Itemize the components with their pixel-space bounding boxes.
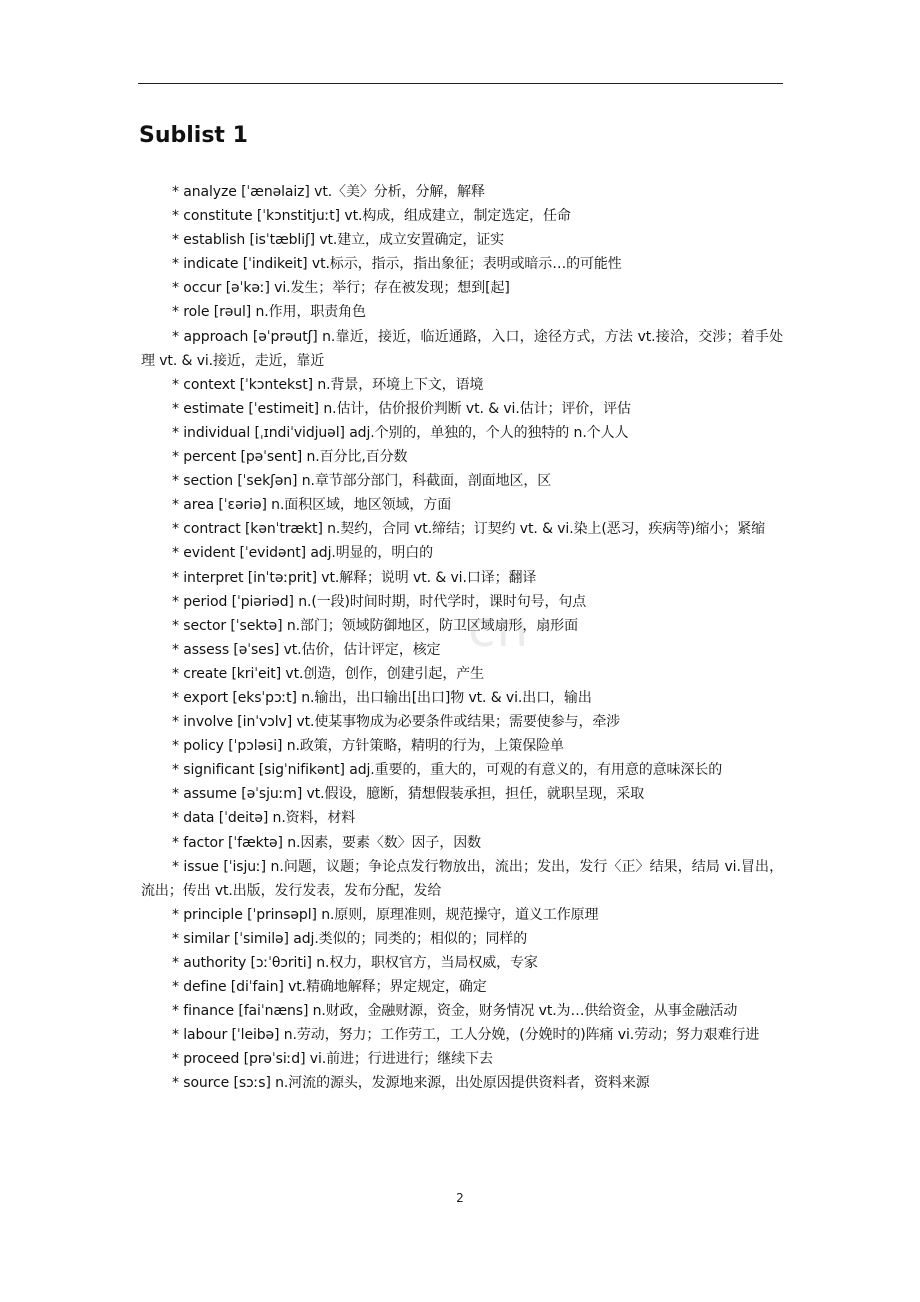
vocabulary-entry: * establish [isˈtæbliʃ] vt.建立，成立安置确定，证实 [172,232,505,249]
vocabulary-entry: * factor [ˈfæktə] n.因素，要素〈数〉因子，因数 [172,834,482,851]
vocabulary-entry: * finance [faiˈnæns] n.财政，金融财源，资金，财务情况 vt.为…供给资金，从事金融活动 [172,1003,738,1020]
vocabulary-entry: * context [ˈkɔntekst] n.背景，环境上下文，语境 [172,376,484,393]
vocabulary-entry: * contract [kənˈtrækt] n.契约，合同 vt.缔结；订契约 vt. & vi.染上(恶习，疾病等)缩小；紧缩 [172,521,765,538]
vocabulary-entry: * proceed [prəˈsiːd] vi.前进；行进进行；继续下去 [172,1051,493,1068]
vocabulary-entry: * issue [ˈisjuː] n.问题，议题；争论点发行物放出，流出；发出，发行〈正〉结果，结局 vi.冒出，流出；传出 vt.出版，发行发表，发布分配，发给 [141,858,783,899]
vocabulary-entry: * occur [əˈkəː] vi.发生；举行；存在被发现；想到[起] [172,280,510,297]
vocabulary-entry: * area [ˈɛəriə] n.面积区域，地区领域，方面 [172,497,452,514]
vocabulary-entry: * define [diˈfain] vt.精确地解释；界定规定，确定 [172,979,487,996]
header-rule [138,83,783,84]
vocabulary-entry: * authority [ɔːˈθɔriti] n.权力，职权官方，当局权威，专家 [172,955,538,971]
vocabulary-entry: * assess [əˈses] vt.估价，估计评定，核定 [172,641,441,658]
vocabulary-entry: * involve [inˈvɔlv] vt.使某事物成为必要条件或结果；需要使参与，牵涉 [172,714,621,731]
vocabulary-entry: * percent [pəˈsent] n.百分比,百分数 [172,449,408,466]
section-title: Sublist 1 [139,123,248,148]
vocabulary-entry: * period [ˈpiəriəd] n.(一段)时间时期，时代学时，课时句号，句点 [172,593,587,610]
vocabulary-entry: * labour [ˈleibə] n.劳动，努力；工作劳工，工人分娩，(分娩时的)阵痛 vi.劳动；努力艰难行进 [172,1027,760,1044]
vocabulary-entry: * principle [ˈprinsəpl] n.原则，原理准则，规范操守，道义工作原理 [172,906,599,923]
vocabulary-entry: * section [ˈsekʃən] n.章节部分部门，科截面，剖面地区，区 [172,473,552,490]
vocabulary-entry: * policy [ˈpɔləsi] n.政策，方针策略，精明的行为，上策保险单 [172,738,564,755]
page-number: 2 [456,1191,464,1205]
vocabulary-entry: * estimate [ˈestimeit] n.估计，估价报价判断 vt. & vi.估计；评价，评估 [172,400,631,417]
vocabulary-entry: * assume [əˈsjuːm] vt.假设，臆断，猜想假装承担，担任，就职呈现，采取 [172,786,645,803]
vocabulary-entry: * individual [ˌɪndiˈvidjuəl] adj.个别的，单独的，个人的独特的 n.个人人 [172,424,629,441]
vocabulary-entry: * significant [sigˈnifikənt] adj.重要的，重大的，可观的有意义的，有用意的意味深长的 [172,762,723,779]
vocabulary-list [141,180,783,1096]
vocabulary-entry: * similar [ˈsimilə] adj.类似的；同类的；相似的；同样的 [172,930,528,947]
vocabulary-entry: * sector [ˈsektə] n.部门；领域防御地区，防卫区域扇形，扇形面 [172,617,578,634]
vocabulary-entry: * export [eksˈpɔːt] n.输出，出口输出[出口]物 vt. & vi.出口，输出 [172,689,592,706]
vocabulary-entry: * indicate [ˈindikeit] vt.标示，指示，指出象征；表明或暗示…的可能性 [172,256,622,273]
vocabulary-entry: * data [ˈdeitə] n.资料，材料 [172,810,356,827]
vocabulary-entry: * constitute [ˈkɔnstitjuːt] vt.构成，组成建立，制定选定，任命 [172,208,571,225]
vocabulary-entry: * role [rəul] n.作用，职责角色 [172,304,366,321]
vocabulary-entry: * approach [əˈprəutʃ] n.靠近，接近，临近通路，入口，途径方式，方法 vt.接洽，交涉；着手处理 vt. & vi.接近，走近，靠近 [141,328,783,369]
vocabulary-entry: * source [sɔːs] n.河流的源头，发源地来源，出处原因提供资料者，资料来源 [172,1075,650,1092]
vocabulary-entry: * create [kriˈeit] vt.创造，创作，创建引起，产生 [172,665,485,682]
vocabulary-entry: * analyze [ˈænəlaiz] vt.〈美〉分析，分解，解释 [172,184,485,200]
watermark: cn [468,600,530,658]
vocabulary-entry: * evident [ˈevidənt] adj.明显的，明白的 [172,545,434,562]
vocabulary-entry: * interpret [inˈtəːprit] vt.解释；说明 vt. & vi.口译；翻译 [172,569,537,586]
